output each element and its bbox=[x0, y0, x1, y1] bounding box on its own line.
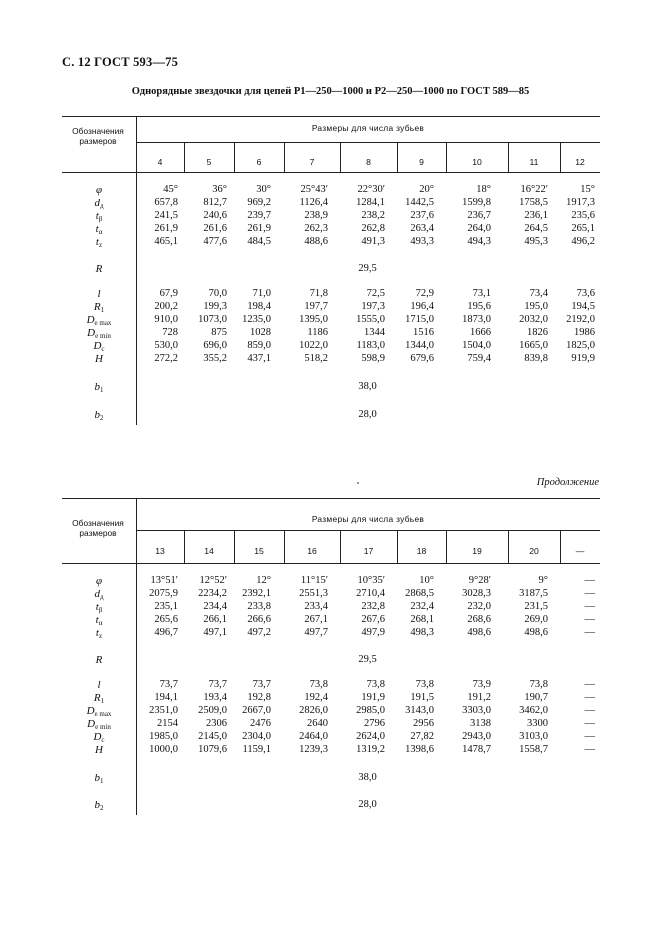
symbol-letter: D bbox=[86, 314, 95, 326]
table-cell: — bbox=[584, 627, 595, 638]
column-header: 12 bbox=[575, 157, 585, 167]
table-cell: 355,2 bbox=[203, 353, 227, 364]
table-cell: 2710,4 bbox=[356, 588, 385, 599]
table-cell: — bbox=[584, 614, 595, 625]
table-cell: 2351,0 bbox=[149, 705, 178, 716]
symbol-letter: t bbox=[95, 614, 99, 626]
table-cell: — bbox=[584, 575, 595, 586]
table-cell: 191,5 bbox=[410, 692, 434, 703]
table-cell: 236,1 bbox=[524, 210, 548, 221]
row-symbol bbox=[62, 264, 136, 275]
table-cell: 1985,0 bbox=[149, 731, 178, 742]
symbol-subscript: α bbox=[98, 619, 103, 627]
table-cell: 496,7 bbox=[154, 627, 178, 638]
row-symbol bbox=[62, 773, 136, 785]
table-cell: 491,3 bbox=[361, 236, 385, 247]
table-cell: 192,8 bbox=[247, 692, 271, 703]
table-cell: 3303,0 bbox=[462, 705, 491, 716]
symbol-letter: t bbox=[95, 627, 99, 639]
table-cell: 10° bbox=[419, 575, 434, 586]
table-cell: 2304,0 bbox=[242, 731, 271, 742]
page-header: С. 12 ГОСТ 593—75 bbox=[62, 55, 179, 69]
table-cell: 498,6 bbox=[524, 627, 548, 638]
symbol-subscript: д bbox=[99, 593, 104, 601]
symbol-subscript: 1 bbox=[100, 386, 104, 394]
header-label-line: Обозначения bbox=[72, 126, 124, 136]
table-cell: 232,0 bbox=[467, 601, 491, 612]
symbol-subscript: z bbox=[98, 632, 103, 640]
table-rule bbox=[62, 498, 600, 499]
table-cell: 199,3 bbox=[203, 301, 227, 312]
table-cell: 234,4 bbox=[203, 601, 227, 612]
table-cell: 236,7 bbox=[467, 210, 491, 221]
table-cell: — bbox=[584, 731, 595, 742]
table-cell: 71,0 bbox=[252, 288, 271, 299]
merged-value: 28,0 bbox=[358, 799, 377, 810]
merged-value: 28,0 bbox=[358, 409, 377, 420]
column-header: 7 bbox=[309, 157, 315, 167]
table-cell: 1319,2 bbox=[356, 744, 385, 755]
header-rule bbox=[136, 530, 600, 531]
table-cell: 200,2 bbox=[154, 301, 178, 312]
table-cell: 1873,0 bbox=[462, 314, 491, 325]
table-cell: 195,6 bbox=[467, 301, 491, 312]
table-cell: 266,1 bbox=[203, 614, 227, 625]
table-cell: 232,8 bbox=[361, 601, 385, 612]
header-rule bbox=[136, 142, 600, 143]
column-header: — bbox=[575, 546, 585, 556]
table-cell: 67,9 bbox=[159, 288, 178, 299]
table-cell: 2943,0 bbox=[462, 731, 491, 742]
table-cell: 1344,0 bbox=[405, 340, 434, 351]
table-cell: 25°43′ bbox=[300, 184, 328, 195]
table-cell: 1986 bbox=[574, 327, 595, 338]
table-cell: 262,8 bbox=[361, 223, 385, 234]
table-cell: 45° bbox=[163, 184, 178, 195]
table-cell: 3187,5 bbox=[519, 588, 548, 599]
table-cell: 657,8 bbox=[154, 197, 178, 208]
table-rule bbox=[62, 116, 600, 117]
table-cell: 195,0 bbox=[524, 301, 548, 312]
table-cell: — bbox=[584, 718, 595, 729]
table-cell: 1665,0 bbox=[519, 340, 548, 351]
table-cell: 498,3 bbox=[410, 627, 434, 638]
table-cell: 1022,0 bbox=[299, 340, 328, 351]
table-cell: 497,7 bbox=[304, 627, 328, 638]
table-cell: 3462,0 bbox=[519, 705, 548, 716]
symbol-letter: d bbox=[94, 588, 100, 600]
table-cell: 73,8 bbox=[309, 679, 328, 690]
table-cell: 241,5 bbox=[154, 210, 178, 221]
table-cell: 12°52′ bbox=[199, 575, 227, 586]
table-cell: 190,7 bbox=[524, 692, 548, 703]
table-cell: 498,6 bbox=[467, 627, 491, 638]
table-cell: 1126,4 bbox=[299, 197, 328, 208]
table-cell: 2476 bbox=[250, 718, 271, 729]
table-cell: 518,2 bbox=[304, 353, 328, 364]
row-symbol bbox=[62, 800, 136, 812]
merged-value: 38,0 bbox=[358, 772, 377, 783]
table-cell: 1028 bbox=[250, 327, 271, 338]
table-cell: 240,6 bbox=[203, 210, 227, 221]
symbol-subscript: α bbox=[98, 228, 103, 236]
symbol-letter: R bbox=[95, 263, 103, 275]
table-cell: 1917,3 bbox=[566, 197, 595, 208]
header-label-line: размеров bbox=[79, 136, 117, 146]
table-cell: 231,5 bbox=[524, 601, 548, 612]
table-cell: 2868,5 bbox=[405, 588, 434, 599]
table-cell: — bbox=[584, 744, 595, 755]
table-cell: 484,5 bbox=[247, 236, 271, 247]
table-cell: 263,4 bbox=[410, 223, 434, 234]
table-cell: 2509,0 bbox=[198, 705, 227, 716]
column-header: 19 bbox=[472, 546, 482, 556]
merged-value: 29,5 bbox=[358, 263, 377, 274]
header-label-line: размеров bbox=[79, 528, 117, 538]
table-cell: 1599,8 bbox=[462, 197, 491, 208]
symbol-subscript: e max bbox=[94, 319, 112, 327]
table-cell: 235,1 bbox=[154, 601, 178, 612]
symbol-letter: d bbox=[94, 197, 100, 209]
print-speck bbox=[357, 482, 359, 484]
header-label bbox=[62, 126, 134, 146]
table-cell: 70,0 bbox=[208, 288, 227, 299]
table-cell: 969,2 bbox=[247, 197, 271, 208]
table-cell: 268,1 bbox=[410, 614, 434, 625]
table-cell: 3138 bbox=[470, 718, 491, 729]
table-cell: 437,1 bbox=[247, 353, 271, 364]
table-cell: 20° bbox=[419, 184, 434, 195]
table-cell: 728 bbox=[162, 327, 178, 338]
table-cell: 197,3 bbox=[361, 301, 385, 312]
symbol-letter: H bbox=[95, 353, 103, 365]
table-cell: 530,0 bbox=[154, 340, 178, 351]
symbol-subscript: 2 bbox=[100, 804, 104, 812]
table-cell: 73,9 bbox=[472, 679, 491, 690]
table-cell: 2640 bbox=[307, 718, 328, 729]
table-cell: 2624,0 bbox=[356, 731, 385, 742]
table-cell: 194,5 bbox=[571, 301, 595, 312]
table-cell: 266,6 bbox=[247, 614, 271, 625]
column-header: 18 bbox=[416, 546, 427, 556]
symbol-subscript: e max bbox=[94, 710, 112, 718]
symbol-letter: R bbox=[93, 301, 101, 313]
table-cell: 759,4 bbox=[467, 353, 491, 364]
table-cell: 22°30′ bbox=[357, 184, 385, 195]
table-cell: — bbox=[584, 679, 595, 690]
symbol-letter: b bbox=[94, 772, 100, 784]
table-cell: — bbox=[584, 601, 595, 612]
table-cell: 191,2 bbox=[467, 692, 491, 703]
group-header: Размеры для числа зубьев bbox=[311, 514, 425, 524]
table-cell: 10°35′ bbox=[357, 575, 385, 586]
table-cell: 1826 bbox=[527, 327, 548, 338]
table-cell: 1079,6 bbox=[198, 744, 227, 755]
table-cell: 233,8 bbox=[247, 601, 271, 612]
row-symbol bbox=[62, 655, 136, 666]
table-cell: 27,82 bbox=[410, 731, 434, 742]
table-cell: 9° bbox=[538, 575, 548, 586]
table-cell: 198,4 bbox=[247, 301, 271, 312]
table-cell: 493,3 bbox=[410, 236, 434, 247]
table-cell: 73,7 bbox=[208, 679, 227, 690]
row-symbol bbox=[62, 382, 136, 394]
column-header: 11 bbox=[529, 157, 539, 167]
row-symbol bbox=[62, 410, 136, 422]
column-header: 4 bbox=[157, 157, 163, 167]
table-cell: 2985,0 bbox=[356, 705, 385, 716]
table-cell: 1442,5 bbox=[405, 197, 434, 208]
column-header: 10 bbox=[472, 157, 482, 167]
table-cell: 919,9 bbox=[571, 353, 595, 364]
table-cell: 267,6 bbox=[361, 614, 385, 625]
table-cell: 194,1 bbox=[154, 692, 178, 703]
table-cell: 2032,0 bbox=[519, 314, 548, 325]
table-cell: 232,4 bbox=[410, 601, 434, 612]
table-cell: 1395,0 bbox=[299, 314, 328, 325]
table-cell: 1073,0 bbox=[198, 314, 227, 325]
column-header: 8 bbox=[366, 157, 371, 167]
table-cell: — bbox=[584, 692, 595, 703]
merged-value: 38,0 bbox=[358, 381, 377, 392]
table-cell: 196,4 bbox=[410, 301, 434, 312]
table-cell: 2075,9 bbox=[149, 588, 178, 599]
table-cell: 3028,3 bbox=[462, 588, 491, 599]
symbol-subscript: c bbox=[101, 345, 105, 353]
table-cell: — bbox=[584, 705, 595, 716]
symbol-subscript: 1 bbox=[100, 306, 105, 314]
symbol-letter: D bbox=[86, 705, 95, 717]
table-cell: 465,1 bbox=[154, 236, 178, 247]
table-cell: 238,2 bbox=[361, 210, 385, 221]
table-cell: 2796 bbox=[364, 718, 385, 729]
table-cell: 1235,0 bbox=[242, 314, 271, 325]
column-header: 6 bbox=[256, 157, 262, 167]
symbol-letter: D bbox=[93, 731, 102, 743]
table-cell: 2551,3 bbox=[299, 588, 328, 599]
table-cell: — bbox=[584, 588, 595, 599]
table-cell: 73,6 bbox=[576, 288, 595, 299]
column-header: 16 bbox=[307, 546, 317, 556]
table-cell: 2464,0 bbox=[299, 731, 328, 742]
table-cell: 1159,1 bbox=[242, 744, 271, 755]
table-cell: 598,9 bbox=[361, 353, 385, 364]
symbol-letter: b bbox=[94, 409, 100, 421]
table-cell: 839,8 bbox=[524, 353, 548, 364]
table-cell: 2956 bbox=[413, 718, 434, 729]
table-cell: 497,1 bbox=[203, 627, 227, 638]
column-header: 14 bbox=[204, 546, 214, 556]
table-cell: 12° bbox=[256, 575, 271, 586]
column-header: 17 bbox=[363, 546, 374, 556]
table-cell: 11°15′ bbox=[300, 575, 328, 586]
table-cell: 2826,0 bbox=[299, 705, 328, 716]
table-cell: 2306 bbox=[206, 718, 227, 729]
table-cell: 73,8 bbox=[415, 679, 434, 690]
table-cell: 268,6 bbox=[467, 614, 491, 625]
symbol-letter: t bbox=[95, 223, 99, 235]
table-cell: 3103,0 bbox=[519, 731, 548, 742]
table-cell: 696,0 bbox=[203, 340, 227, 351]
symbol-subscript: e min bbox=[95, 332, 111, 340]
table-cell: 73,7 bbox=[159, 679, 178, 690]
table-cell: 9°28′ bbox=[468, 575, 491, 586]
table-cell: 16°22′ bbox=[520, 184, 548, 195]
table-cell: 72,5 bbox=[366, 288, 385, 299]
table-cell: 1758,5 bbox=[519, 197, 548, 208]
table-cell: 1666 bbox=[470, 327, 491, 338]
table-cell: 73,8 bbox=[529, 679, 548, 690]
symbol-letter: φ bbox=[95, 184, 103, 196]
table-cell: 2667,0 bbox=[242, 705, 271, 716]
table-cell: 1344 bbox=[364, 327, 385, 338]
symbol-letter: φ bbox=[95, 575, 103, 587]
header-label bbox=[62, 518, 134, 538]
table-cell: 237,6 bbox=[410, 210, 434, 221]
table-rule bbox=[62, 172, 600, 173]
table-cell: 1715,0 bbox=[405, 314, 434, 325]
table-cell: 496,2 bbox=[571, 236, 595, 247]
table-cell: 497,2 bbox=[247, 627, 271, 638]
table-cell: 875 bbox=[211, 327, 227, 338]
table-cell: 15° bbox=[580, 184, 595, 195]
table-cell: 264,0 bbox=[467, 223, 491, 234]
merged-value: 29,5 bbox=[358, 654, 377, 665]
table-cell: 13°51′ bbox=[150, 575, 178, 586]
table-cell: 197,7 bbox=[304, 301, 328, 312]
table-cell: 262,3 bbox=[304, 223, 328, 234]
table-cell: 73,4 bbox=[529, 288, 548, 299]
group-header: Размеры для числа зубьев bbox=[311, 123, 425, 133]
table-cell: 3300 bbox=[527, 718, 548, 729]
table-cell: 269,0 bbox=[524, 614, 548, 625]
table-cell: 192,4 bbox=[304, 692, 328, 703]
column-header: 20 bbox=[529, 546, 539, 556]
table-cell: 2392,1 bbox=[242, 588, 271, 599]
table-cell: 3143,0 bbox=[405, 705, 434, 716]
table-cell: 238,9 bbox=[304, 210, 328, 221]
table-cell: 1186 bbox=[307, 327, 328, 338]
column-header: 13 bbox=[155, 546, 165, 556]
table-cell: 2154 bbox=[157, 718, 178, 729]
symbol-letter: D bbox=[87, 718, 96, 730]
table-cell: 73,8 bbox=[366, 679, 385, 690]
table-cell: 72,9 bbox=[415, 288, 434, 299]
symbol-letter: l bbox=[97, 288, 101, 300]
symbol-subscript: e min bbox=[95, 723, 111, 731]
table-cell: 2234,2 bbox=[198, 588, 227, 599]
table-cell: 910,0 bbox=[154, 314, 178, 325]
symbol-letter: t bbox=[95, 236, 99, 248]
table-cell: 1516 bbox=[413, 327, 434, 338]
table-cell: 193,4 bbox=[203, 692, 227, 703]
column-header: 5 bbox=[206, 157, 212, 167]
table-cell: 1183,0 bbox=[356, 340, 385, 351]
symbol-letter: D bbox=[93, 340, 102, 352]
table-cell: 272,2 bbox=[154, 353, 178, 364]
table-cell: 261,6 bbox=[203, 223, 227, 234]
table-cell: 267,1 bbox=[304, 614, 328, 625]
table-cell: 261,9 bbox=[154, 223, 178, 234]
table-cell: 1000,0 bbox=[149, 744, 178, 755]
table-cell: 233,4 bbox=[304, 601, 328, 612]
table-cell: 71,8 bbox=[309, 288, 328, 299]
symbol-letter: b bbox=[94, 799, 100, 811]
symbol-letter: H bbox=[95, 744, 103, 756]
table-cell: 497,9 bbox=[361, 627, 385, 638]
column-header: 9 bbox=[419, 157, 424, 167]
table-cell: 18° bbox=[476, 184, 491, 195]
table-cell: 73,1 bbox=[472, 288, 491, 299]
table-cell: 2192,0 bbox=[566, 314, 595, 325]
table-rule bbox=[62, 563, 600, 564]
symbol-letter: t bbox=[95, 210, 99, 222]
symbol-subscript: 1 bbox=[100, 697, 105, 705]
table-cell: 859,0 bbox=[247, 340, 271, 351]
symbol-subscript: β bbox=[98, 606, 103, 614]
table-title: Однорядные звездочки для цепей Р1—250—1000 и Р2—250—1000 по ГОСТ 589—85 bbox=[131, 86, 530, 97]
symbol-letter: R bbox=[95, 654, 103, 666]
symbol-subscript: c bbox=[101, 736, 105, 744]
table-cell: 679,6 bbox=[410, 353, 434, 364]
table-cell: 1239,3 bbox=[299, 744, 328, 755]
table-cell: 1825,0 bbox=[566, 340, 595, 351]
table-cell: 264,5 bbox=[524, 223, 548, 234]
table-cell: 1555,0 bbox=[356, 314, 385, 325]
table-cell: 235,6 bbox=[571, 210, 595, 221]
table-cell: 191,9 bbox=[361, 692, 385, 703]
symbol-letter: l bbox=[97, 679, 101, 691]
symbol-subscript: β bbox=[98, 215, 103, 223]
table-cell: 812,7 bbox=[203, 197, 227, 208]
symbol-subscript: 1 bbox=[100, 777, 104, 785]
column-header: 15 bbox=[254, 546, 264, 556]
table-cell: 265,1 bbox=[571, 223, 595, 234]
symbol-subscript: 2 bbox=[100, 414, 104, 422]
symbol-letter: b bbox=[94, 381, 100, 393]
table-cell: 2145,0 bbox=[198, 731, 227, 742]
table-cell: 261,9 bbox=[247, 223, 271, 234]
symbol-letter: D bbox=[87, 327, 96, 339]
table-cell: 1478,7 bbox=[462, 744, 491, 755]
table-cell: 1284,1 bbox=[356, 197, 385, 208]
table-cell: 73,7 bbox=[252, 679, 271, 690]
symbol-letter: R bbox=[93, 692, 101, 704]
table-cell: 30° bbox=[256, 184, 271, 195]
table-cell: 1558,7 bbox=[519, 744, 548, 755]
table-cell: 1504,0 bbox=[462, 340, 491, 351]
table-cell: 488,6 bbox=[304, 236, 328, 247]
table-cell: 477,6 bbox=[203, 236, 227, 247]
table-cell: 36° bbox=[212, 184, 227, 195]
symbol-subscript: z bbox=[98, 241, 103, 249]
header-label-line: Обозначения bbox=[72, 518, 124, 528]
continuation-label: Продолжение bbox=[536, 477, 599, 488]
table-cell: 495,3 bbox=[524, 236, 548, 247]
table-cell: 265,6 bbox=[154, 614, 178, 625]
symbol-letter: t bbox=[95, 601, 99, 613]
symbol-subscript: д bbox=[99, 202, 104, 210]
table-cell: 239,7 bbox=[247, 210, 271, 221]
table-cell: 1398,6 bbox=[405, 744, 434, 755]
table-cell: 494,3 bbox=[467, 236, 491, 247]
